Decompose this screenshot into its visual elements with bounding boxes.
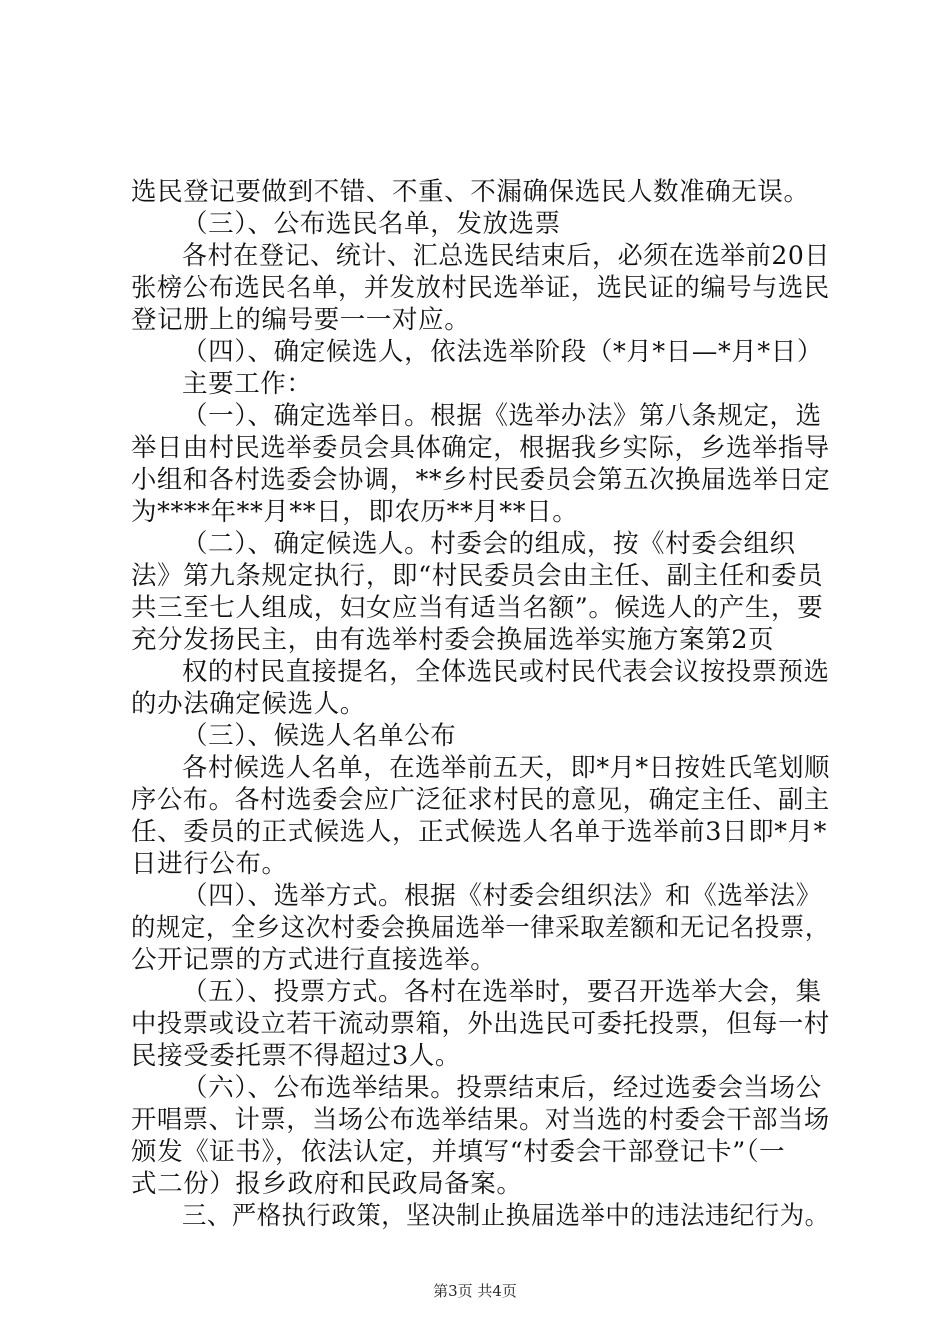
text-line: （一）、确定选举日。根据《选举办法》第八条规定，选	[182, 401, 822, 431]
text-line: （五）、投票方式。各村在选举时，要召开选举大会，集	[182, 977, 822, 1007]
text-line: 充分发扬民主，由有选举村委会换届选举实施方案第2页	[131, 625, 775, 655]
text-line: 日进行公布。	[131, 849, 288, 879]
text-line: 的办法确定候选人。	[131, 689, 366, 719]
text-line: 权的村民直接提名，全体选民或村民代表会议按投票预选	[182, 657, 830, 687]
text-line: 颁发《证书》，依法认定，并填写“村委会干部登记卡”（一	[131, 1137, 786, 1167]
text-line: 民接受委托票不得超过3人。	[131, 1041, 462, 1071]
text-line: 任、委员的正式候选人，正式候选人名单于选举前3日即*月*	[131, 817, 828, 847]
text-line: 的规定，全乡这次村委会换届选举一律采取差额和无记名投票，	[131, 913, 830, 943]
text-line: 中投票或设立若干流动票箱，外出选民可委托投票，但每一村	[131, 1009, 830, 1039]
text-line: 公开记票的方式进行直接选举。	[131, 945, 497, 975]
text-line: 共三至七人组成，妇女应当有适当名额”。候选人的产生，要	[131, 593, 824, 623]
text-line: 式二份）报乡政府和民政局备案。	[131, 1169, 523, 1199]
text-line: 开唱票、计票，当场公布选举结果。对当选的村委会干部当场	[131, 1105, 830, 1135]
page-footer: 第3页 共4页	[433, 1282, 517, 1300]
section-heading: （三）、候选人名单公布	[182, 721, 457, 751]
text-line: （六）、公布选举结果。投票结束后，经过选委会当场公	[182, 1073, 822, 1103]
section-heading: 三、严格执行政策，坚决制止换届选举中的违法违纪行为。	[182, 1201, 830, 1231]
text-line: 各村候选人名单，在选举前五天，即*月*日按姓氏笔划顺	[182, 753, 831, 783]
text-line: 序公布。各村选委会应广泛征求村民的意见，确定主任、副主	[131, 785, 830, 815]
text-line: 主要工作：	[182, 369, 313, 399]
section-heading: （四）、确定候选人，依法选举阶段（*月*日—*月*日）	[182, 337, 823, 367]
text-line: 举日由村民选举委员会具体确定，根据我乡实际，乡选举指导	[131, 433, 830, 463]
text-line: （四）、选举方式。根据《村委会组织法》和《选举法》	[182, 881, 822, 911]
text-line: 登记册上的编号要一一对应。	[131, 305, 471, 335]
text-line: 各村在登记、统计、汇总选民结束后，必须在选举前20日	[182, 241, 831, 271]
text-line: 张榜公布选民名单，并发放村民选举证，选民证的编号与选民	[131, 273, 830, 303]
text-line: （二）、确定候选人。村委会的组成，按《村委会组织	[182, 529, 796, 559]
text-line: 选民登记要做到不错、不重、不漏确保选民人数准确无误。	[131, 177, 810, 207]
text-line: 为****年**月**日，即农历**月**日。	[131, 497, 579, 527]
section-heading: （三）、公布选民名单，发放选票	[182, 209, 561, 239]
text-line: 小组和各村选委会协调，**乡村民委员会第五次换届选举日定	[131, 465, 831, 495]
text-line: 法》第九条规定执行，即“村民委员会由主任、副主任和委员	[131, 561, 824, 591]
